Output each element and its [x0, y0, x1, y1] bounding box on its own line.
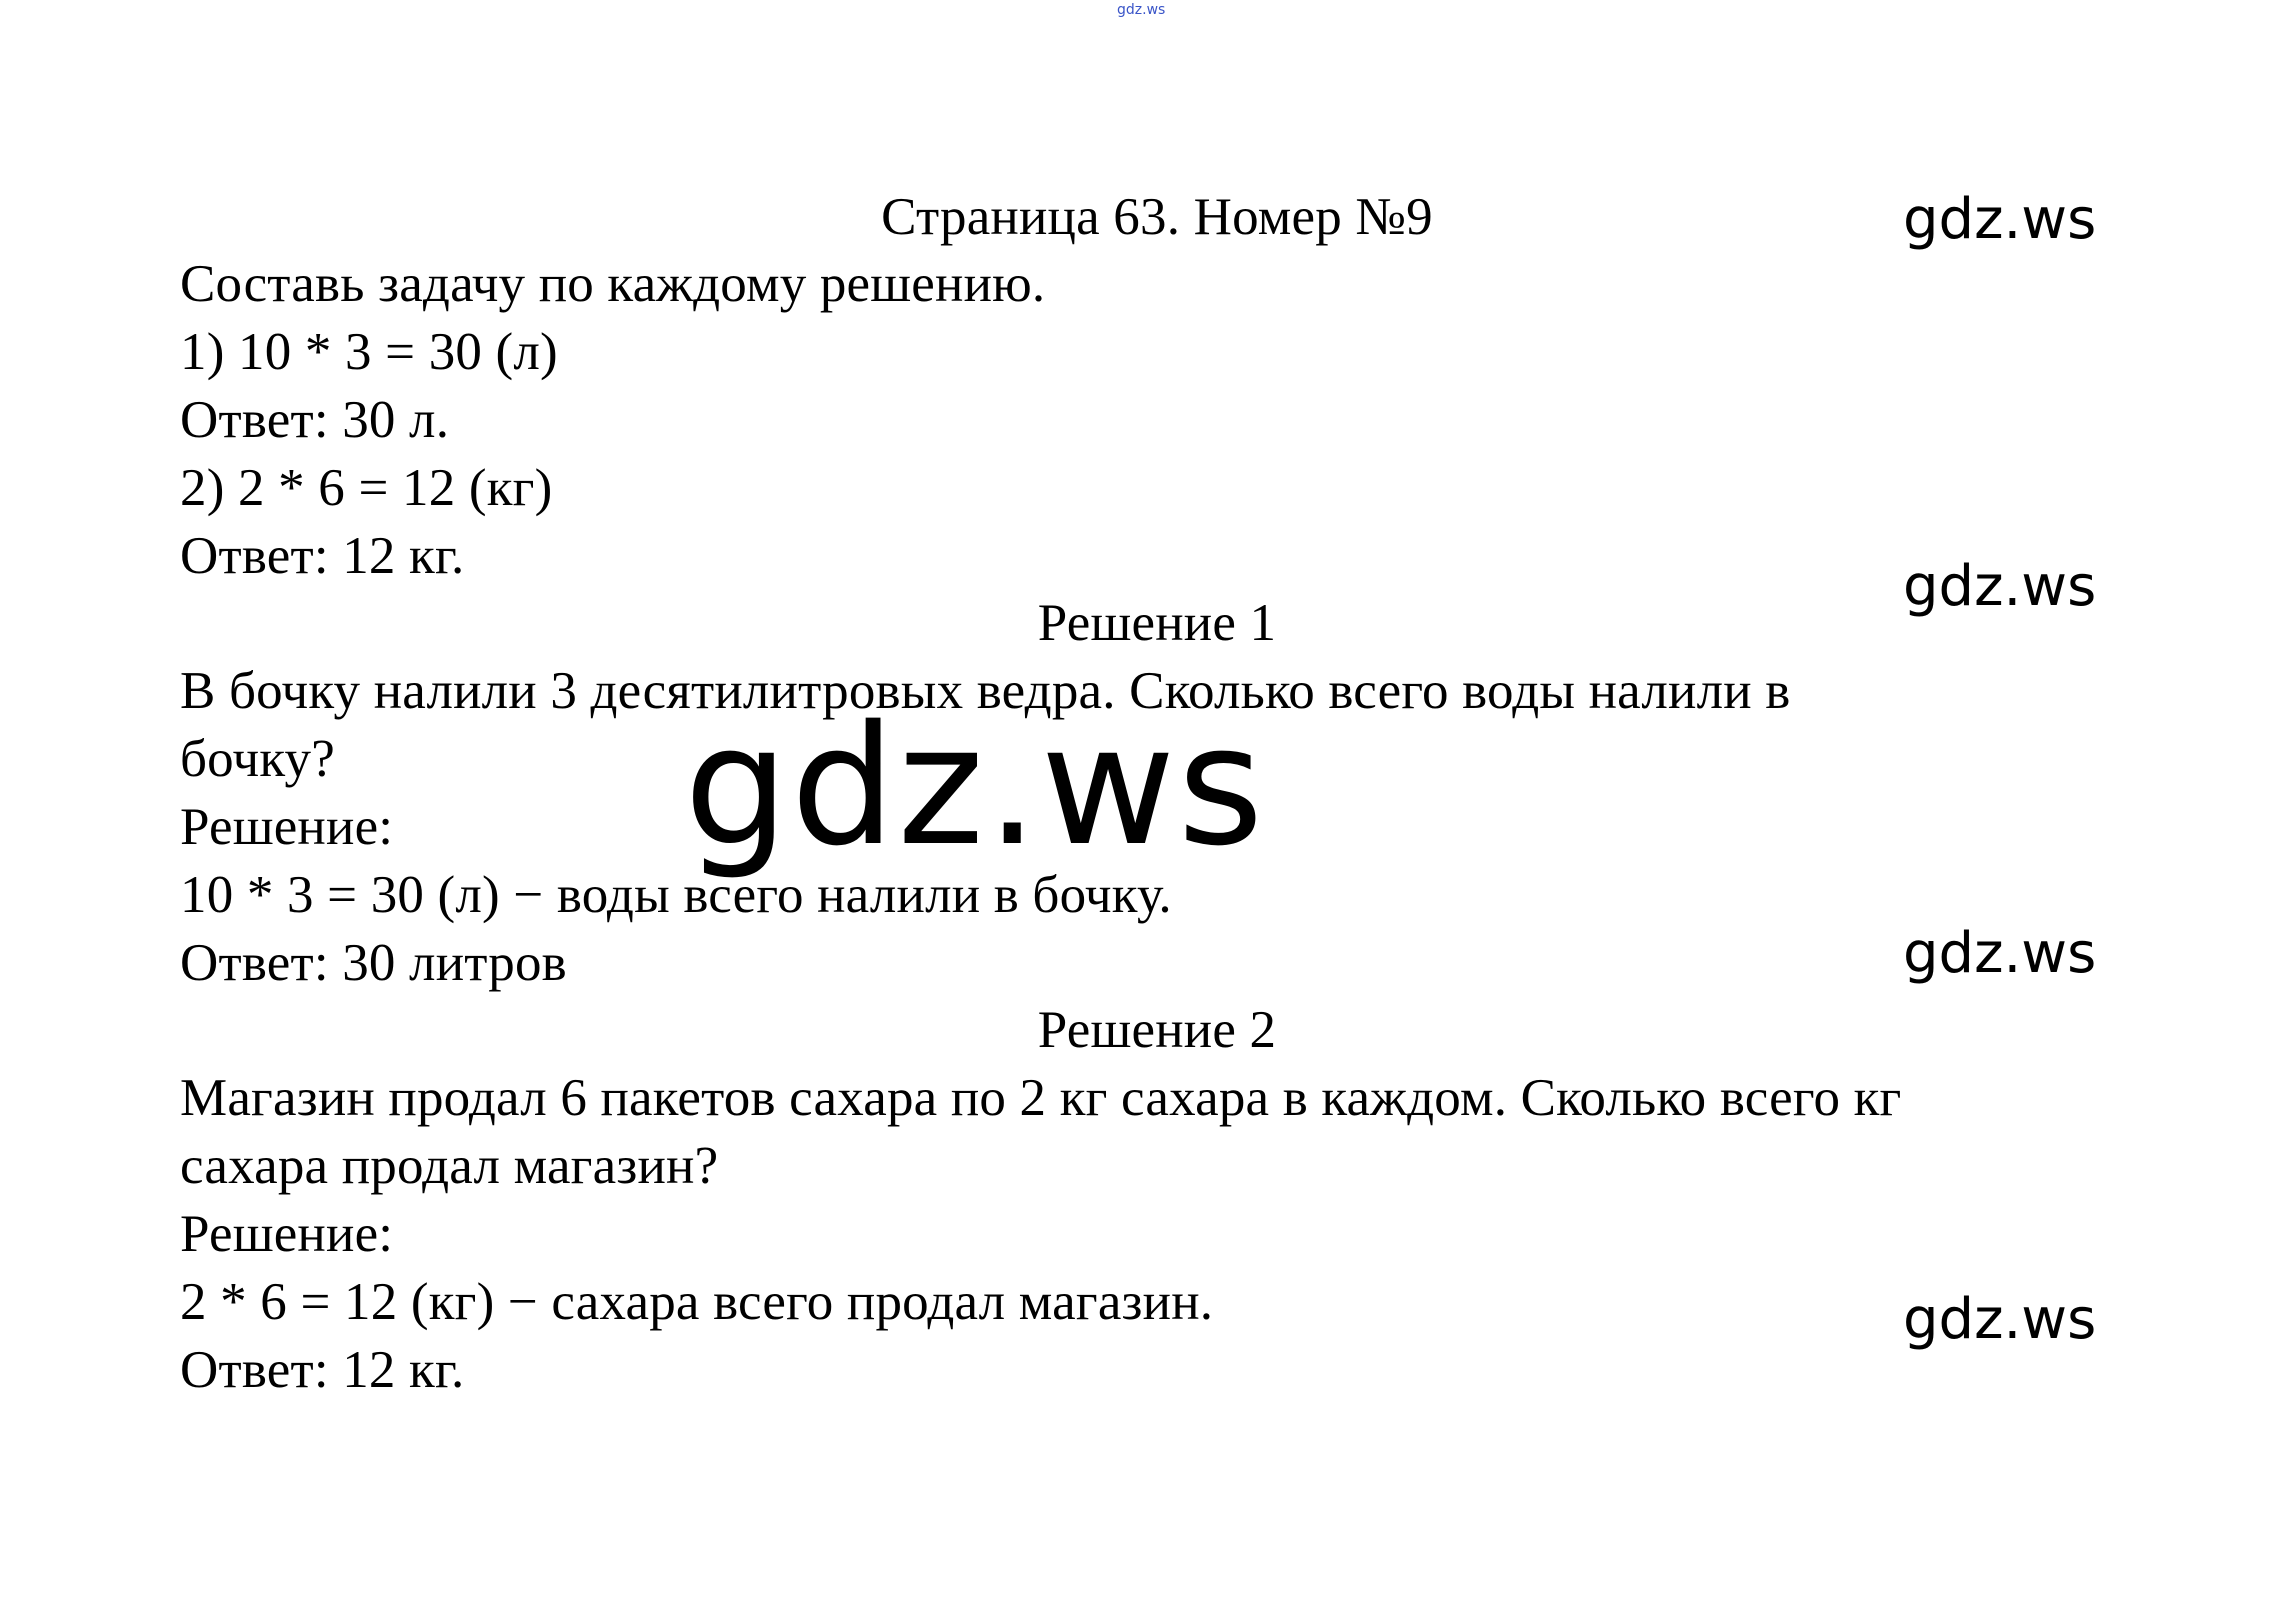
watermark-side-1: gdz.ws: [1903, 187, 2097, 252]
page-heading: Страница 63. Номер №9: [881, 188, 1433, 246]
solution1-answer: Ответ: 30 литров: [180, 934, 567, 992]
given-line-1: 1) 10 * 3 = 30 (л): [180, 323, 558, 381]
solution2-title: Решение 2: [1037, 1001, 1277, 1059]
solution1-title: Решение 1: [1037, 594, 1277, 652]
watermark-side-2: gdz.ws: [1903, 554, 2097, 619]
solution2-label: Решение:: [180, 1205, 394, 1263]
given-line-3: 2) 2 * 6 = 12 (кг): [180, 459, 553, 517]
solution2-step: 2 * 6 = 12 (кг) − сахара всего продал магазин.: [180, 1273, 1214, 1331]
solution1-problem-line1: В бочку налили 3 десятилитровых ведра. Сколько всего воды налили в: [180, 662, 1791, 720]
watermark-center: gdz.ws: [684, 690, 1266, 882]
solution1-step: 10 * 3 = 30 (л) − воды всего налили в бочку.: [180, 866, 1172, 924]
watermark-side-3: gdz.ws: [1903, 921, 2097, 986]
solution2-problem-line2: сахара продал магазин?: [180, 1137, 719, 1195]
task-text: Составь задачу по каждому решению.: [180, 255, 1046, 313]
solution2-problem-line1: Магазин продал 6 пакетов сахара по 2 кг сахара в каждом. Сколько всего кг: [180, 1069, 1902, 1127]
watermark-top: gdz.ws: [1117, 2, 1166, 18]
solution2-answer: Ответ: 12 кг.: [180, 1341, 465, 1399]
solution1-label: Решение:: [180, 798, 394, 856]
given-line-4: Ответ: 12 кг.: [180, 527, 465, 585]
watermark-side-4: gdz.ws: [1903, 1287, 2097, 1352]
given-line-2: Ответ: 30 л.: [180, 391, 450, 449]
solution1-problem-line2: бочку?: [180, 730, 335, 788]
